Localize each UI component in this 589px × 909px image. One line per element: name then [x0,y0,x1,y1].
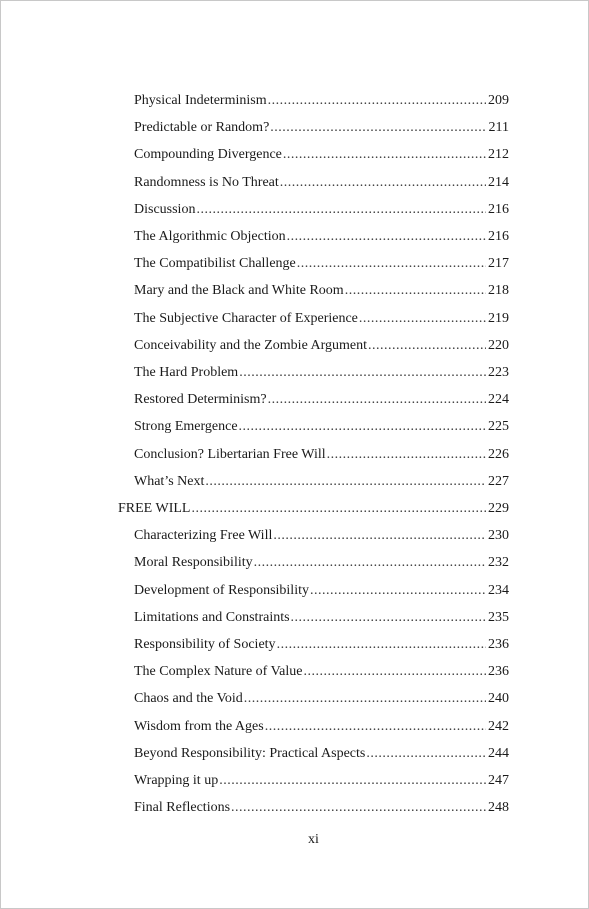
toc-entry-title: Moral Responsibility [134,555,253,570]
toc-dot-leader [239,363,486,383]
toc-entry-page-number: 244 [488,746,509,761]
toc-entry-title: Chaos and the Void [134,691,243,706]
toc-section-entry[interactable] [134,717,509,737]
toc-entry-page-number: 217 [488,256,509,271]
toc-dot-leader [366,744,486,764]
toc-entry-title: The Subjective Character of Experience [134,311,358,326]
toc-section-entry[interactable] [134,744,509,764]
toc-dot-leader [368,336,486,356]
toc-section-entry[interactable] [134,771,509,791]
toc-section-entry[interactable] [134,254,509,274]
toc-section-entry[interactable] [134,336,509,356]
toc-entry-title: Predictable or Random? [134,120,270,135]
toc-entry-page-number: 216 [488,202,509,217]
toc-entry-title: Conclusion? Libertarian Free Will [134,447,326,462]
toc-dot-leader [265,717,486,737]
toc-entry-page-number: 209 [488,93,509,108]
toc-entry-page-number: 229 [488,501,509,516]
toc-section-entry[interactable] [134,526,509,546]
toc-dot-leader [219,771,486,791]
toc-dot-leader [345,281,486,301]
toc-entry-title: Responsibility of Society [134,637,276,652]
toc-entry-page-number: 230 [488,528,509,543]
toc-section-entry[interactable] [134,662,509,682]
toc-dot-leader [327,445,486,465]
toc-entry-title: Discussion [134,202,196,217]
toc-dot-leader [268,91,486,111]
toc-section-entry[interactable] [134,309,509,329]
toc-entry-page-number: 219 [488,311,509,326]
toc-entry-page-number: 240 [488,691,509,706]
toc-section-entry[interactable] [134,363,509,383]
toc-dot-leader [268,390,486,410]
toc-entry-page-number: 234 [488,583,509,598]
toc-section-entry[interactable] [134,608,509,628]
toc-dot-leader [239,417,486,437]
toc-section-entry[interactable] [134,145,509,165]
toc-entry-title: Beyond Responsibility: Practical Aspects [134,746,366,761]
toc-entry-page-number: 248 [488,800,509,815]
toc-entry-title: The Compatibilist Challenge [134,256,296,271]
toc-dot-leader [196,200,486,220]
toc-dot-leader [291,608,486,628]
toc-entry-page-number: 212 [488,147,509,162]
toc-section-entry[interactable] [134,281,509,301]
toc-entry-title: Physical Indeterminism [134,93,267,108]
toc-entry-title: Characterizing Free Will [134,528,273,543]
toc-entry-page-number: 218 [488,283,509,298]
toc-entry-title: Wisdom from the Ages [134,719,264,734]
toc-section-entry[interactable] [134,118,509,138]
toc-entry-title: The Algorithmic Objection [134,229,286,244]
toc-entry-page-number: 242 [488,719,509,734]
toc-dot-leader [359,309,486,329]
toc-section-entry[interactable] [134,91,509,111]
toc-entry-page-number: 224 [488,392,509,407]
toc-dot-leader [283,145,486,165]
toc-dot-leader [287,227,486,247]
toc-entry-title: Final Reflections [134,800,231,815]
toc-entry-title: Mary and the Black and White Room [134,283,344,298]
toc-entry-page-number: 235 [488,610,509,625]
toc-dot-leader [277,635,486,655]
toc-entry-page-number: 225 [488,419,509,434]
toc-entry-page-number: 211 [488,120,509,135]
toc-entry-page-number: 227 [488,474,509,489]
toc-section-entry[interactable] [134,227,509,247]
toc-dot-leader [273,526,486,546]
toc-dot-leader [205,472,486,492]
toc-dot-leader [280,173,486,193]
toc-section-entry[interactable] [134,445,509,465]
toc-entry-page-number: 236 [488,664,509,679]
toc-entry-title: Randomness is No Threat [134,175,279,190]
toc-entry-title: Wrapping it up [134,773,219,788]
toc-entry-page-number: 247 [488,773,509,788]
toc-dot-leader [244,689,486,709]
toc-entry-page-number: 232 [488,555,509,570]
toc-entry-title: The Complex Nature of Value [134,664,303,679]
toc-entry-title: Strong Emergence [134,419,238,434]
toc-section-entry[interactable] [134,689,509,709]
toc-entry-page-number: 216 [488,229,509,244]
toc-section-entry[interactable] [134,581,509,601]
toc-entry-page-number: 214 [488,175,509,190]
toc-section-entry[interactable] [134,390,509,410]
toc-dot-leader [297,254,486,274]
toc-entry-title: Limitations and Constraints [134,610,290,625]
toc-entry-title: Restored Determinism? [134,392,267,407]
toc-section-entry[interactable] [134,173,509,193]
toc-section-entry[interactable] [134,472,509,492]
toc-dot-leader [310,581,486,601]
toc-section-entry[interactable] [134,553,509,573]
toc-entry-title: The Hard Problem [134,365,239,380]
toc-section-entry[interactable] [134,200,509,220]
toc-section-entry[interactable] [134,798,509,818]
toc-dot-leader [254,553,486,573]
toc-entry-title: Compounding Divergence [134,147,282,162]
toc-section-entry[interactable] [134,635,509,655]
toc-dot-leader [231,798,486,818]
page-number: xi [308,832,319,847]
toc-entry-title: FREE WILL [118,501,191,516]
toc-entry-title: Conceivability and the Zombie Argument [134,338,368,353]
toc-dot-leader [191,499,486,519]
toc-entry-page-number: 236 [488,637,509,652]
toc-chapter-entry[interactable] [118,499,509,519]
toc-dot-leader [270,118,486,138]
toc-entry-title: What’s Next [134,474,205,489]
toc-entry-page-number: 226 [488,447,509,462]
toc-entry-page-number: 223 [488,365,509,380]
toc-entry-page-number: 220 [488,338,509,353]
toc-dot-leader [303,662,486,682]
toc-entry-title: Development of Responsibility [134,583,309,598]
toc-section-entry[interactable] [134,417,509,437]
